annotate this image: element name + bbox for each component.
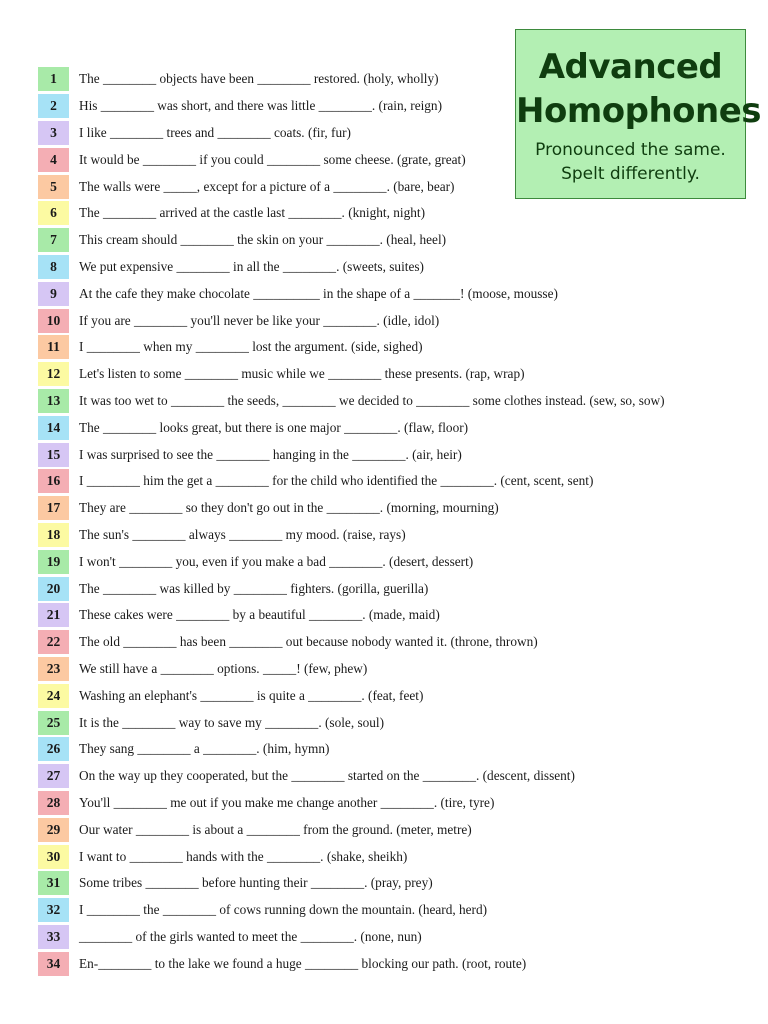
- exercise-item: [38, 66, 728, 93]
- item-number-badge: 32: [38, 898, 69, 922]
- title-advanced: Advanced: [538, 47, 723, 87]
- item-sentence: The old ________ has been ________ out because nobody wanted it. (throne, thrown): [79, 634, 538, 650]
- item-number-badge: 20: [38, 577, 69, 601]
- exercise-item: [38, 307, 728, 334]
- item-number-badge: 28: [38, 791, 69, 815]
- exercise-item: [38, 388, 728, 415]
- item-number-badge: 27: [38, 764, 69, 788]
- exercise-item: [38, 548, 728, 575]
- item-number-badge: 18: [38, 523, 69, 547]
- item-number-badge: 17: [38, 496, 69, 520]
- exercise-item: [38, 522, 728, 549]
- exercise-item: [38, 629, 728, 656]
- exercise-item: [38, 146, 728, 173]
- item-number-badge: 16: [38, 469, 69, 493]
- item-number-badge: 13: [38, 389, 69, 413]
- exercise-item: [38, 575, 728, 602]
- item-sentence: I want to ________ hands with the ________. (shake, sheikh): [79, 848, 408, 864]
- item-sentence: His ________ was short, and there was little ________. (rain, reign): [79, 98, 443, 114]
- exercise-item: [38, 93, 728, 120]
- item-number-badge: 3: [38, 121, 69, 145]
- item-number-badge: 29: [38, 818, 69, 842]
- item-number-badge: 23: [38, 657, 69, 681]
- exercise-item: [38, 682, 728, 709]
- exercise-item: [38, 790, 728, 817]
- item-sentence: The walls were _____, except for a picture of a ________. (bare, bear): [79, 178, 455, 194]
- item-number-badge: 5: [38, 175, 69, 199]
- item-sentence: I ________ him the get a ________ for the child who identified the ________. (cent, scent, sent): [79, 473, 594, 489]
- item-number-badge: 19: [38, 550, 69, 574]
- exercise-item: [38, 200, 728, 227]
- item-number-badge: 11: [38, 335, 69, 359]
- exercise-item: [38, 656, 728, 683]
- item-sentence: At the cafe they make chocolate __________ in the shape of a _______! (moose, mousse): [79, 285, 558, 301]
- item-sentence: If you are ________ you'll never be like your ________. (idle, idol): [79, 312, 440, 328]
- item-sentence: ________ of the girls wanted to meet the ________. (none, nun): [79, 928, 422, 944]
- exercise-item: [38, 816, 728, 843]
- exercise-item: [38, 468, 728, 495]
- item-sentence: I won't ________ you, even if you make a bad ________. (desert, dessert): [79, 553, 474, 569]
- exercise-item: [38, 414, 728, 441]
- item-sentence: En-________ to the lake we found a huge ________ blocking our path. (root, route): [79, 955, 527, 971]
- item-sentence: It would be ________ if you could ________ some cheese. (grate, great): [79, 151, 466, 167]
- item-sentence: We put expensive ________ in all the ________. (sweets, suites): [79, 258, 424, 274]
- exercise-item: [38, 897, 728, 924]
- item-number-badge: 24: [38, 684, 69, 708]
- subtitle-line-2: Spelt differently.: [561, 164, 700, 184]
- item-number-badge: 9: [38, 282, 69, 306]
- item-number-badge: 14: [38, 416, 69, 440]
- item-sentence: Our water ________ is about a ________ from the ground. (meter, metre): [79, 821, 472, 837]
- item-number-badge: 31: [38, 871, 69, 895]
- item-number-badge: 4: [38, 148, 69, 172]
- item-sentence: We still have a ________ options. _____! (few, phew): [79, 660, 368, 676]
- item-sentence: The ________ was killed by ________ fighters. (gorilla, guerilla): [79, 580, 429, 596]
- item-number-badge: 25: [38, 711, 69, 735]
- item-number-badge: 12: [38, 362, 69, 386]
- exercise-item: [38, 763, 728, 790]
- exercise-item: [38, 709, 728, 736]
- exercise-item: [38, 602, 728, 629]
- item-sentence: The ________ objects have been ________ restored. (holy, wholly): [79, 71, 439, 87]
- item-number-badge: 34: [38, 952, 69, 976]
- item-number-badge: 6: [38, 201, 69, 225]
- item-sentence: The ________ arrived at the castle last ________. (knight, night): [79, 205, 426, 221]
- exercise-item: [38, 736, 728, 763]
- item-number-badge: 8: [38, 255, 69, 279]
- item-sentence: Let's listen to some ________ music while we ________ these presents. (rap, wrap): [79, 366, 525, 382]
- item-number-badge: 21: [38, 603, 69, 627]
- item-sentence: I was surprised to see the ________ hanging in the ________. (air, heir): [79, 446, 462, 462]
- item-number-badge: 22: [38, 630, 69, 654]
- exercise-item: [38, 441, 728, 468]
- exercise-item: [38, 495, 728, 522]
- exercise-item: [38, 120, 728, 147]
- title-homophones: Homophones: [516, 91, 762, 131]
- exercise-item: [38, 254, 728, 281]
- exercise-item: [38, 280, 728, 307]
- item-sentence: On the way up they cooperated, but the ________ started on the ________. (descent, dissent): [79, 768, 575, 784]
- item-sentence: I like ________ trees and ________ coats. (fir, fur): [79, 124, 351, 140]
- item-sentence: This cream should ________ the skin on your ________. (heal, heel): [79, 232, 447, 248]
- item-number-badge: 7: [38, 228, 69, 252]
- item-number-badge: 15: [38, 443, 69, 467]
- item-sentence: You'll ________ me out if you make me change another ________. (tire, tyre): [79, 794, 495, 810]
- exercise-list: [38, 66, 728, 977]
- item-sentence: I ________ when my ________ lost the argument. (side, sighed): [79, 339, 423, 355]
- item-sentence: It is the ________ way to save my ________. (sole, soul): [79, 714, 385, 730]
- item-sentence: They sang ________ a ________. (him, hymn): [79, 741, 330, 757]
- item-number-badge: 33: [38, 925, 69, 949]
- exercise-item: [38, 870, 728, 897]
- exercise-item: [38, 950, 728, 977]
- item-number-badge: 10: [38, 309, 69, 333]
- item-sentence: Washing an elephant's ________ is quite a ________. (feat, feet): [79, 687, 424, 703]
- exercise-item: [38, 227, 728, 254]
- item-sentence: It was too wet to ________ the seeds, ________ we decided to ________ some clothes instead. (sew, so, sow): [79, 392, 665, 408]
- item-number-badge: 2: [38, 94, 69, 118]
- exercise-item: [38, 173, 728, 200]
- exercise-item: [38, 843, 728, 870]
- item-sentence: They are ________ so they don't go out in the ________. (morning, mourning): [79, 500, 499, 516]
- item-sentence: Some tribes ________ before hunting their ________. (pray, prey): [79, 875, 433, 891]
- item-sentence: These cakes were ________ by a beautiful ________. (made, maid): [79, 607, 440, 623]
- exercise-item: [38, 334, 728, 361]
- item-number-badge: 30: [38, 845, 69, 869]
- exercise-item: [38, 361, 728, 388]
- item-number-badge: 26: [38, 737, 69, 761]
- exercise-item: [38, 924, 728, 951]
- item-sentence: The ________ looks great, but there is one major ________. (flaw, floor): [79, 419, 469, 435]
- item-sentence: I ________ the ________ of cows running down the mountain. (heard, herd): [79, 902, 488, 918]
- subtitle-line-1: Pronounced the same.: [535, 140, 726, 160]
- item-number-badge: 1: [38, 67, 69, 91]
- item-sentence: The sun's ________ always ________ my mood. (raise, rays): [79, 526, 406, 542]
